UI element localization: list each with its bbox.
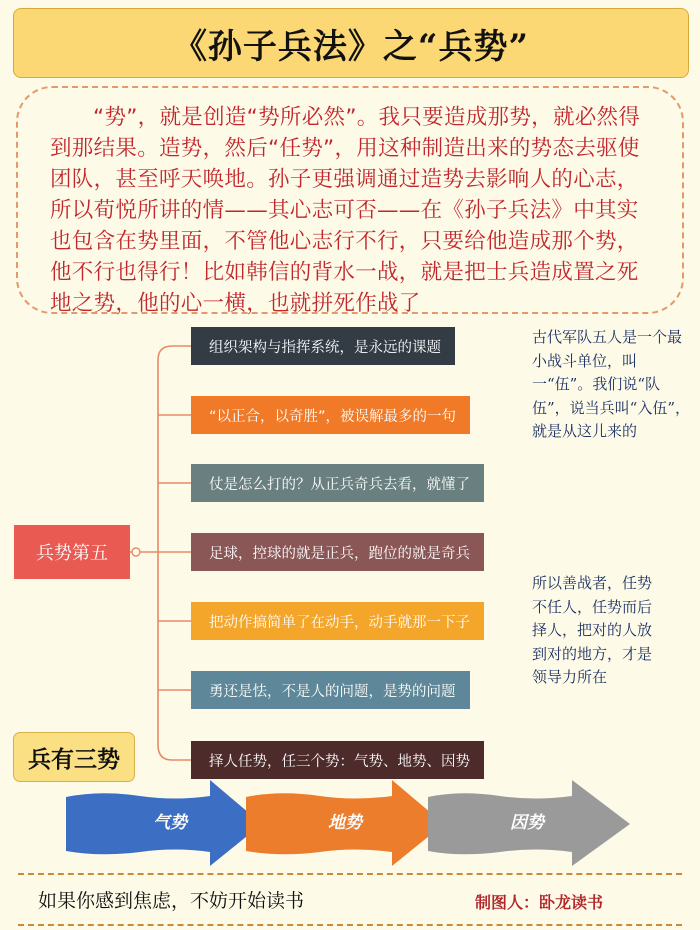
three-forces-label: 兵有三势 (13, 732, 135, 782)
branch-3: 仗是怎么打的？从正兵奇兵去看，就懂了 (191, 464, 484, 502)
note-top: 古代军队五人是一个最小战斗单位，叫一“伍”。我们说“队伍”，说当兵叫“入伍”，就是从这儿来的 (532, 328, 691, 440)
branch-5: 把动作搞简单了在动手，动手就那一下子 (191, 602, 484, 640)
branch-1: 组织架构与指挥系统，是永远的课题 (191, 327, 455, 365)
footer-credit: 制图人：卧龙读书 (475, 893, 604, 912)
arrow-qishi: 气势 (153, 813, 187, 833)
branch-6: 勇还是怯，不是人的问题，是势的问题 (191, 671, 470, 709)
arrow-yinshi: 因势 (510, 813, 544, 833)
mindmap-root: 兵势第五 (14, 525, 130, 579)
footer-slogan: 如果你感到焦虑，不妨开始读书 (38, 890, 305, 912)
branch-2: “以正合，以奇胜”，被误解最多的一句 (191, 396, 470, 434)
arrow-dishi: 地势 (328, 813, 362, 833)
page-title: 《孙子兵法》之“兵势” (13, 8, 689, 78)
footer-divider-top (18, 873, 682, 875)
footer-divider-bottom (18, 924, 682, 926)
intro-text: “势”，就是创造“势所必然”。我只要造成那势，就必然得到那结果。造势，然后“任势”，用这种制造出来的势态去驱使团队，甚至呼天唤地。孙子更强调通过造势去影响人的心志，所以荀悦所讲的情——其心志可否——在《孙子兵法》中其实也包含在势里面，不管他心志行不行，只要给他造成那个势，他不行也得行！比如韩信的背水一战，就是把士兵造成置之死地之势，他的心一横，也就拼死作战了 (50, 105, 641, 316)
branch-7: 择人任势，任三个势：气势、地势、因势 (191, 741, 484, 779)
branch-4: 足球，控球的就是正兵，跑位的就是奇兵 (191, 533, 484, 571)
note-bottom: 所以善战者，任势不任人，任势而后择人，把对的人放到对的地方，才是领导力所在 (532, 574, 653, 686)
